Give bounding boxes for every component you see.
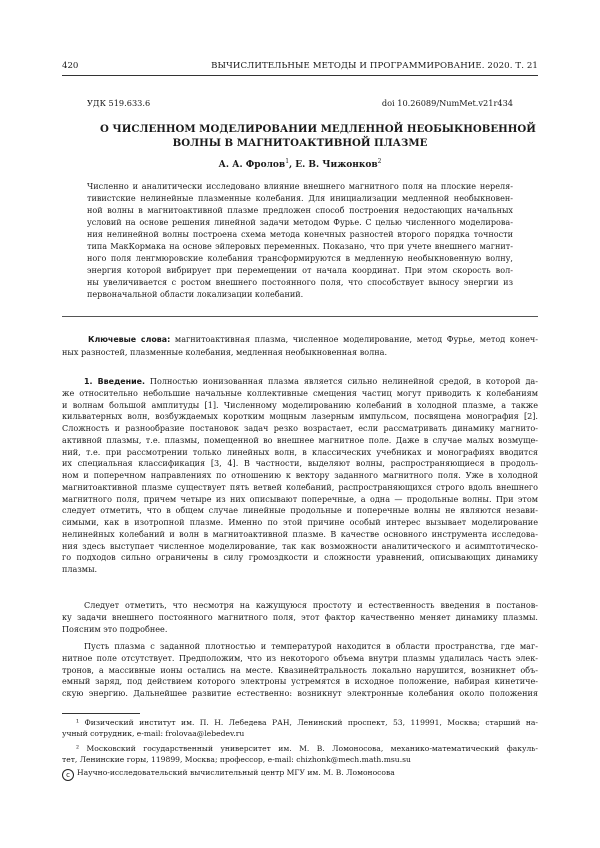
body-line: следует отметить, что в общем случае линейные продольные и поперечные волны не являются незави- bbox=[62, 505, 538, 516]
abstract-line: Численно и аналитически исследовано влияние внешнего магнитного поля на плоские нереля- bbox=[87, 181, 513, 191]
body-line: скую энергию. Дальнейшее развитие естественно: возникнут электронные колебания около положения bbox=[62, 688, 538, 698]
body-line: нитное поле отсутствует. Предположим, что из некоторого объема внутри плазмы удалилась часть элек- bbox=[62, 652, 538, 663]
journal-name: ВЫЧИСЛИТЕЛЬНЫЕ МЕТОДЫ И ПРОГРАММИРОВАНИЕ. 2020. Т. 21 bbox=[211, 61, 538, 71]
abstract-line: ной волны в магнитоактивной плазме предложен способ построения недостающих начальных bbox=[87, 205, 513, 215]
keywords-text: магнитоактивная плазма, численное моделирование, метод Фурье, метод конеч- bbox=[174, 334, 538, 344]
abstract-line: энергия которой вибрирует при перемещении от начала координат. При этом скорость вол- bbox=[87, 265, 513, 275]
abstract-line: ния нелинейной волны построена схема метода конечных разностей второго порядка точности bbox=[87, 229, 513, 239]
title-line: ВОЛНЫ В МАГНИТОАКТИВНОЙ ПЛАЗМЕ bbox=[172, 137, 428, 149]
author-name: Е. В. Чижонков bbox=[295, 160, 378, 170]
copyright-icon: c bbox=[62, 769, 74, 781]
author-list bbox=[90, 156, 510, 171]
author-name: А. А. Фролов bbox=[218, 160, 286, 170]
abstract-line: ного поля ленгмюровские колебания трансформируются в медленную необыкновенную волну, bbox=[87, 253, 513, 263]
paragraph bbox=[62, 641, 538, 700]
copyright-text: Научно-исследовательский вычислительный центр МГУ им. М. В. Ломоносова bbox=[77, 768, 395, 777]
header-rule bbox=[62, 75, 538, 76]
body-line: ний, т.е. при рассмотрении только линейных волн, в классических учебниках и монографиях вводится bbox=[62, 446, 538, 457]
paragraph bbox=[62, 600, 538, 635]
body-text: Полностью ионизованная плазма является сильно нелинейной средой, в которой да- bbox=[149, 376, 538, 386]
footnotes bbox=[62, 717, 538, 781]
footnote-line: тет, Ленинские горы, 119899, Москва; профессор, e-mail: chizhonk@mech.math.msu.su bbox=[62, 755, 411, 764]
footnote-line: ² Московский государственный университет им. М. В. Ломоносова, механико-математический факуль- bbox=[76, 744, 538, 753]
abstract-line: условий на основе решения линейной задачи методом Фурье. С целью численного моделирова- bbox=[87, 217, 513, 227]
abstract bbox=[87, 180, 513, 300]
body-line: плазмы. bbox=[62, 564, 98, 574]
body-line: емный заряд, под действием которого электроны устремятся в исходное положение, набирая кинетиче- bbox=[62, 676, 538, 687]
body-line: ния здесь выступает численное моделирование, так как возможности аналитического и асимптотическо- bbox=[62, 540, 538, 551]
body-line: Сложность и разнообразие постановок задач резко возрастает, если рассматривать динамику магнито- bbox=[62, 423, 538, 433]
footnote-line: учный сотрудник, e-mail: frolovaa@lebedev.ru bbox=[62, 729, 245, 738]
title-line: О ЧИСЛЕННОМ МОДЕЛИРОВАНИИ МЕДЛЕННОЙ НЕОБЫКНОВЕННОЙ bbox=[100, 123, 536, 135]
footnote-rule bbox=[62, 713, 140, 714]
keywords-line: ных разностей, плазменные колебания, медленная необыкновенная волна. bbox=[62, 347, 388, 357]
body-line: нелинейных колебаний и волн в магнитоактивной плазме. В качестве основного инструмента исследова- bbox=[62, 528, 538, 539]
body-line: ку задачи внешнего постоянного магнитного поля, этот фактор качественно меняет динамику плазмы. bbox=[62, 611, 538, 622]
body-line: кильватерных волн, возбуждаемых коротким мощным лазерным импульсом, посвящена монография [2]. bbox=[62, 411, 538, 422]
body-line: симыми, как в изотропной плазме. Именно по этой причине особый интерес вызывает моделирование bbox=[62, 517, 538, 527]
running-header bbox=[62, 60, 538, 72]
body-line: же относительно небольшие начальные коллективные смещения частиц могут приводить к колебаниям bbox=[62, 387, 538, 398]
abstract-line: типа МакКормака на основе эйлеровых переменных. Показано, что при учете внешнего магнит- bbox=[87, 241, 513, 251]
introduction-section bbox=[62, 376, 538, 576]
article-title bbox=[100, 122, 536, 150]
body-line: и волнам большой амплитуды [1]. Численному моделированию колебаний в холодной плазме, а также bbox=[62, 399, 538, 410]
body-line: Поясним это подробнее. bbox=[62, 623, 168, 634]
keywords-label: Ключевые слова: bbox=[88, 335, 171, 344]
affiliation-mark: 1 bbox=[285, 158, 290, 165]
body-line: Следует отметить, что несмотря на кажущуюся простоту и естественность введения в постанов- bbox=[84, 600, 538, 610]
section-divider bbox=[62, 316, 538, 317]
udk-code: УДК 519.633.6 bbox=[87, 98, 151, 108]
body-line: магнитоактивной плазме существует пять ветвей колебаний, распространяющихся строго вдоль внешнего bbox=[62, 481, 538, 492]
body-line: Пусть плазма с заданной плотностью и температурой находится в области пространства, где маг- bbox=[84, 641, 538, 651]
body-line: ном и поперечном направлениях по отношению к вектору заданного магнитного поля. Уже в холодной bbox=[62, 470, 538, 480]
author-separator: , bbox=[289, 160, 296, 170]
section-heading: 1. Введение. bbox=[84, 377, 145, 386]
body-line: их специальная классификация [3, 4]. В частности, выделяют волны, распространяющиеся в продоль- bbox=[62, 458, 538, 469]
abstract-line: ны увеличивается с ростом внешнего постоянного поля, что способствует выносу энергии из bbox=[87, 277, 513, 287]
affiliation-mark: 2 bbox=[377, 158, 382, 165]
abstract-line: тивистские нелинейные плазменные колебания. Для инициализации медленной необыкновен- bbox=[87, 193, 513, 203]
body-line: активной плазмы, т.е. плазмы, помещенной во внешнее магнитное поле. Даже в случае малых возмуще- bbox=[62, 434, 538, 445]
keywords-block bbox=[62, 333, 538, 358]
doi-link[interactable]: doi 10.26089/NumMet.v21r434 bbox=[381, 98, 513, 108]
body-line: тронов, а массивные ионы остались на месте. Квазинейтральность локально нарушится, возникнет объ- bbox=[62, 664, 538, 675]
article-identifiers bbox=[87, 97, 513, 109]
abstract-line: первоначальной области локализации колебаний. bbox=[87, 289, 304, 299]
body-line: магнитного поля, причем четыре из них описывают поперечные, а одна — продольные волны. При этом bbox=[62, 493, 538, 504]
copyright-line bbox=[62, 767, 538, 781]
intro-first-line bbox=[62, 376, 538, 388]
body-line: го подходов сильно ограничены в силу громоздкости и сложности уравнений, описывающих динамику bbox=[62, 552, 538, 563]
footnote-line: ¹ Физический институт им. П. Н. Лебедева РАН, Ленинский проспект, 53, 119991, Москва; старший на- bbox=[76, 718, 538, 727]
page-number: 420 bbox=[62, 61, 79, 71]
keywords-line bbox=[62, 333, 538, 346]
